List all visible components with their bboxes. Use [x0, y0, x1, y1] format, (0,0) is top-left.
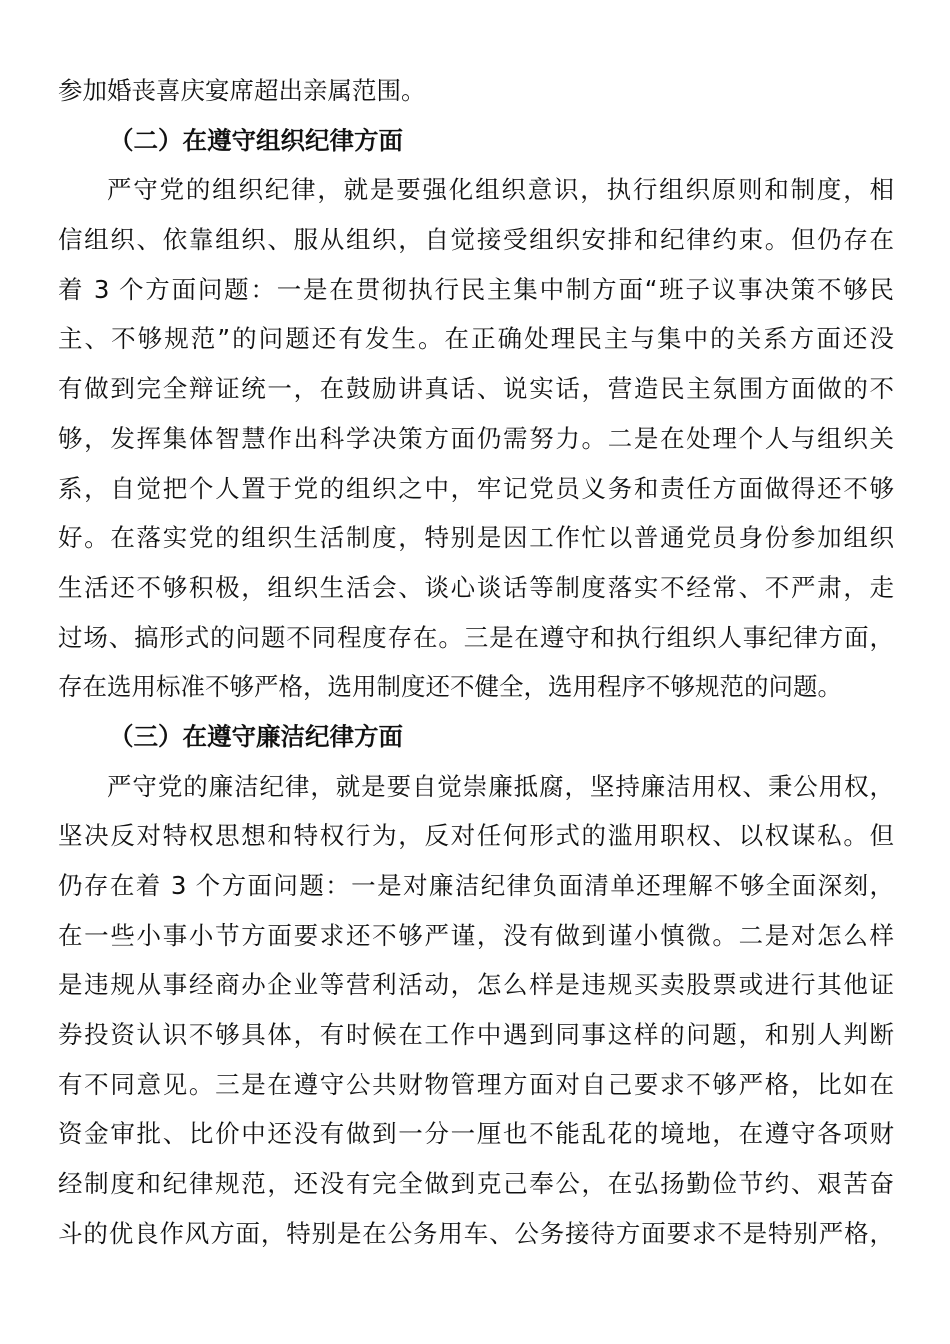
paragraph-line: 生活还不够积极，组织生活会、谈心谈话等制度落实不经常、不严肃，走 — [58, 572, 894, 602]
paragraph-line: 过场、搞形式的问题不同程度存在。三是在遵守和执行组织人事纪律方面， — [58, 622, 894, 652]
paragraph-line: 着 3 个方面问题：一是在贯彻执行民主集中制方面“班子议事决策不够民 — [58, 274, 894, 304]
paragraph-line: 系，自觉把个人置于党的组织之中，牢记党员义务和责任方面做得还不够 — [58, 473, 894, 503]
paragraph-line: 经制度和纪律规范，还没有完全做到克己奉公，在弘扬勤俭节约、艰苦奋 — [58, 1169, 894, 1199]
paragraph-line: 参加婚丧喜庆宴席超出亲属范围。 — [58, 76, 426, 105]
paragraph-line: 仍存在着 3 个方面问题：一是对廉洁纪律负面清单还理解不够全面深刻， — [58, 871, 894, 900]
paragraph-line: 好。在落实党的组织生活制度，特别是因工作忙以普通党员身份参加组织 — [58, 523, 894, 553]
paragraph-line: 主、不够规范”的问题还有发生。在正确处理民主与集中的关系方面还没 — [58, 324, 894, 354]
paragraph-line: 存在选用标准不够严格，选用制度还不健全，选用程序不够规范的问题。 — [58, 672, 842, 702]
document-body — [58, 66, 894, 1259]
paragraph-line: 严守党的组织纪律，就是要强化组织意识，执行组织原则和制度，相 — [107, 175, 894, 205]
paragraph-line: 信组织、依靠组织、服从组织，自觉接受组织安排和纪律约束。但仍存在 — [58, 225, 894, 255]
paragraph-line: 券投资认识不够具体，有时候在工作中遇到同事这样的问题，和别人判断 — [58, 1020, 894, 1050]
paragraph-line: 有做到完全辩证统一，在鼓励讲真话、说实话，营造民主氛围方面做的不 — [58, 374, 894, 404]
paragraph-line: 斗的优良作风方面，特别是在公务用车、公务接待方面要求不是特别严格， — [58, 1218, 894, 1248]
paragraph-line: 严守党的廉洁纪律，就是要自觉崇廉抵腐，坚持廉洁用权、秉公用权， — [107, 771, 894, 801]
paragraph-line: 在一些小事小节方面要求还不够严谨，没有做到谨小慎微。二是对怎么样 — [58, 920, 894, 950]
paragraph-line: 资金审批、比价中还没有做到一分一厘也不能乱花的境地，在遵守各项财 — [58, 1119, 894, 1149]
paragraph-line: 是违规从事经商办企业等营利活动，怎么样是违规买卖股票或进行其他证 — [58, 970, 894, 1000]
section-heading-integrity-discipline: （三）在遵守廉洁纪律方面 — [109, 721, 403, 751]
paragraph-line: 够，发挥集体智慧作出科学决策方面仍需努力。二是在处理个人与组织关 — [58, 423, 894, 453]
paragraph-line: 坚决反对特权思想和特权行为，反对任何形式的滥用职权、以权谋私。但 — [58, 821, 894, 851]
paragraph-line: 有不同意见。三是在遵守公共财物管理方面对自己要求不够严格，比如在 — [58, 1069, 894, 1099]
section-heading-organization-discipline: （二）在遵守组织纪律方面 — [109, 125, 403, 155]
